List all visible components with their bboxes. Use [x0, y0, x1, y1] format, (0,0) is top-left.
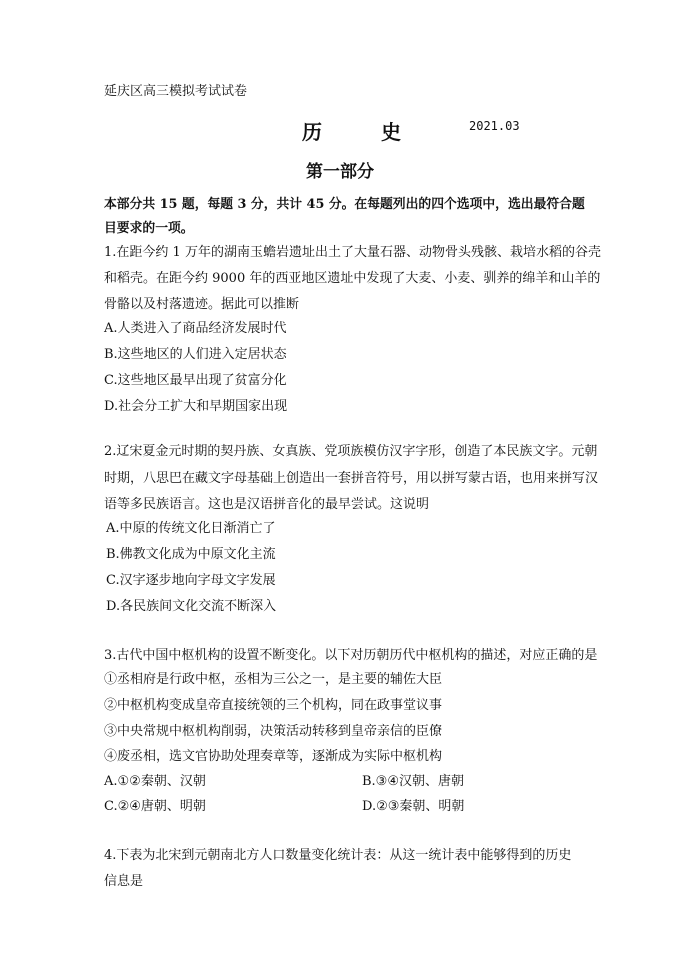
question-text: 信息是 — [104, 874, 144, 889]
page-title: 历 史 — [302, 120, 427, 144]
option-c: C.汉字逐步地向字母文字发展 — [106, 573, 276, 588]
option-b: B.③④汉朝、唐朝 — [362, 774, 464, 789]
question-text: 和稻壳。在距今约 9000 年的西亚地区遗址中发现了大麦、小麦、驯养的绵羊和山羊的 — [104, 271, 601, 286]
question-text: 语等多民族语言。这也是汉语拼音化的最早尝试。这说明 — [104, 497, 430, 512]
exam-date: 2021.03 — [469, 119, 520, 133]
option-a: A.人类进入了商品经济发展时代 — [104, 321, 287, 336]
instructions-line: 目要求的一项。 — [104, 221, 194, 236]
statement-item: ②中枢机构变成皇帝直接统领的三个机构，同在政事堂议事 — [104, 698, 443, 713]
statement-item: ①丞相府是行政中枢，丞相为三公之一，是主要的辅佐大臣 — [104, 672, 443, 687]
question-text: 4.下表为北宋到元朝南北方人口数量变化统计表：从这一统计表中能够得到的历史 — [104, 848, 572, 863]
option-c: C.②④唐朝、明朝 — [104, 799, 206, 814]
question-text: 3.古代中国中枢机构的设置不断变化。以下对历朝历代中枢机构的描述，对应正确的是 — [104, 648, 598, 663]
option-a: A.中原的传统文化日渐消亡了 — [106, 521, 276, 536]
option-d: D.②③秦朝、明朝 — [362, 799, 465, 814]
option-b: B.佛教文化成为中原文化主流 — [106, 547, 276, 562]
instructions-line: 本部分共 15 题，每题 3 分，共计 45 分。在每题列出的四个选项中，选出最符合题 — [104, 197, 585, 212]
section-heading: 第一部分 — [306, 162, 374, 182]
question-text: 1.在距今约 1 万年的湖南玉蟾岩遗址出土了大量石器、动物骨头残骸、栽培水稻的谷壳 — [104, 245, 601, 260]
question-text: 时期，八思巴在藏文字母基础上创造出一套拼音符号，用以拼写蒙古语，也用来拼写汉 — [104, 471, 599, 486]
option-a: A.①②秦朝、汉朝 — [104, 774, 206, 789]
exam-header: 延庆区高三模拟考试试卷 — [104, 84, 248, 99]
question-text: 2.辽宋夏金元时期的契丹族、女真族、党项族模仿汉字字形，创造了本民族文字。元朝 — [104, 444, 598, 459]
statement-item: ④废丞相，选文官协助处理奏章等，逐渐成为实际中枢机构 — [104, 749, 443, 764]
statement-item: ③中央常规中枢机构削弱，决策活动转移到皇帝亲信的臣僚 — [104, 724, 443, 739]
option-d: D.各民族间文化交流不断深入 — [106, 599, 277, 614]
question-text: 骨骼以及村落遗迹。据此可以推断 — [104, 297, 300, 312]
option-b: B.这些地区的人们进入定居状态 — [104, 347, 287, 362]
option-c: C.这些地区最早出现了贫富分化 — [104, 373, 287, 388]
option-d: D.社会分工扩大和早期国家出现 — [104, 399, 288, 414]
